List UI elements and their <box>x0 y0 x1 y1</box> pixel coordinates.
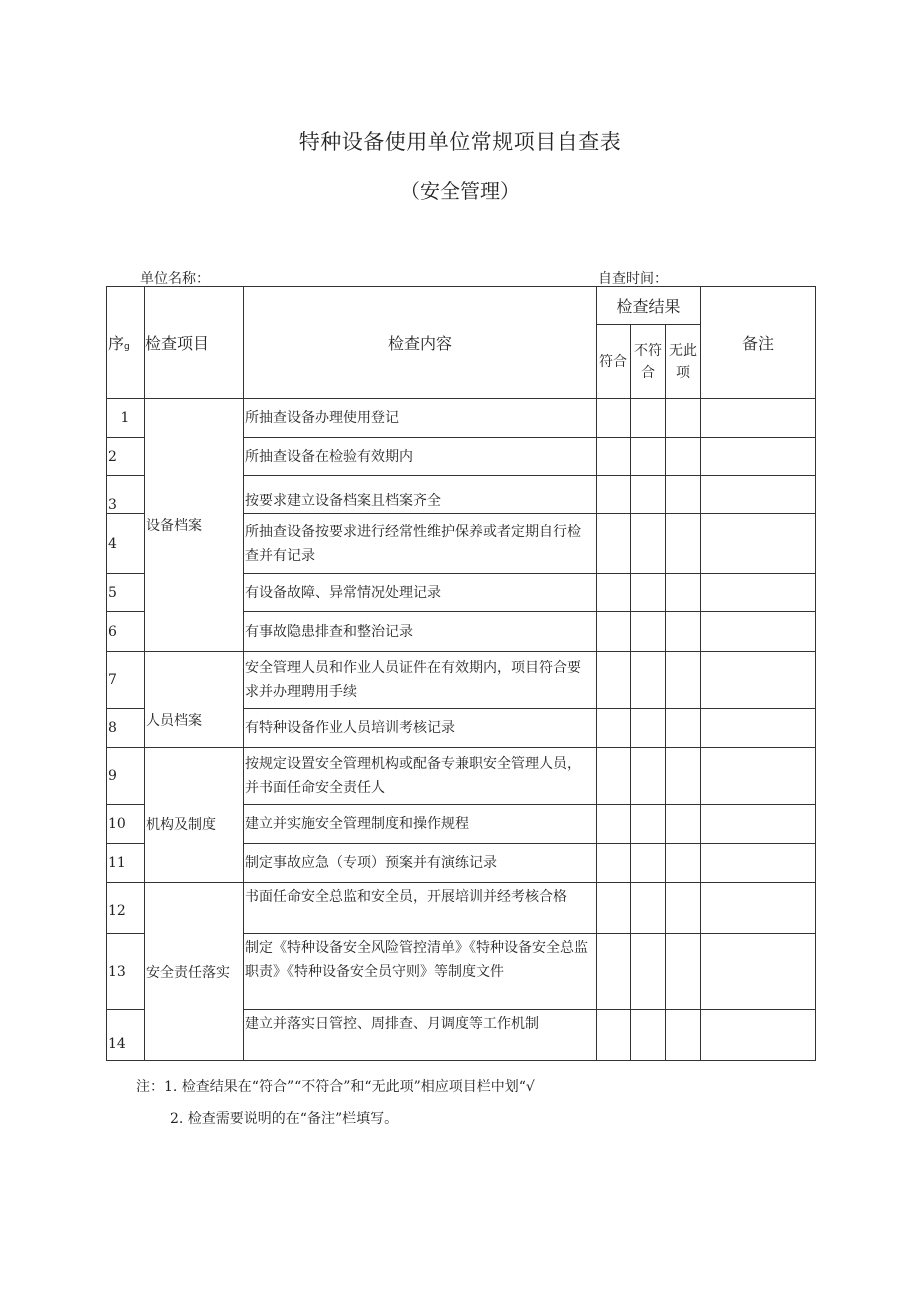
row-content: 制定事故应急（专项）预案并有演练记录 <box>244 844 597 883</box>
nonconform-cell[interactable] <box>631 612 666 652</box>
nonconform-cell[interactable] <box>631 652 666 709</box>
na-cell[interactable] <box>666 574 701 612</box>
conform-cell[interactable] <box>597 574 631 612</box>
conform-cell[interactable] <box>597 514 631 574</box>
na-cell[interactable] <box>666 934 701 1010</box>
remark-cell[interactable] <box>701 1010 816 1061</box>
remark-cell[interactable] <box>701 805 816 844</box>
na-cell[interactable] <box>666 476 701 514</box>
nonconform-cell[interactable] <box>631 883 666 934</box>
conform-cell[interactable] <box>597 399 631 438</box>
row-seq: 1 <box>107 399 145 438</box>
header-content: 检查内容 <box>244 287 597 399</box>
page-title: 特种设备使用单位常规项目自查表 <box>298 130 622 154</box>
check-date-label: 自查时间： <box>598 271 668 287</box>
row-content: 安全管理人员和作业人员证件在有效期内，项目符合要求并办理聘用手续 <box>244 652 597 709</box>
nonconform-cell[interactable] <box>631 748 666 805</box>
conform-cell[interactable] <box>597 748 631 805</box>
row-seq: 7 <box>107 652 145 709</box>
conform-cell[interactable] <box>597 476 631 514</box>
na-cell[interactable] <box>666 399 701 438</box>
row-seq: 2 <box>107 438 145 476</box>
header-seq-small: g <box>124 342 130 352</box>
header-conform: 符合 <box>597 325 631 399</box>
remark-cell[interactable] <box>701 476 816 514</box>
remark-cell[interactable] <box>701 709 816 748</box>
category-personnel-files: 人员档案 <box>145 652 244 748</box>
nonconform-cell[interactable] <box>631 476 666 514</box>
note-line-2: 2. 检查需要说明的在“备注”栏填写。 <box>170 1111 399 1127</box>
conform-cell[interactable] <box>597 438 631 476</box>
inspection-table <box>106 286 816 1061</box>
header-result: 检查结果 <box>597 287 701 325</box>
header-seq-text: 序 <box>108 334 125 353</box>
nonconform-cell[interactable] <box>631 709 666 748</box>
row-content: 所抽查设备在检验有效期内 <box>244 438 597 476</box>
row-content: 建立并实施安全管理制度和操作规程 <box>244 805 597 844</box>
category-equipment-files: 设备档案 <box>145 399 244 652</box>
na-cell[interactable] <box>666 514 701 574</box>
remark-cell[interactable] <box>701 399 816 438</box>
conform-cell[interactable] <box>597 1010 631 1061</box>
row-content: 有特种设备作业人员培训考核记录 <box>244 709 597 748</box>
row-seq: 11 <box>107 844 145 883</box>
unit-name-label: 单位名称： <box>140 271 210 287</box>
category-organization-system: 机构及制度 <box>145 748 244 883</box>
row-seq: 5 <box>107 574 145 612</box>
row-content: 有设备故障、异常情况处理记录 <box>244 574 597 612</box>
header-remark: 备注 <box>701 287 816 399</box>
conform-cell[interactable] <box>597 805 631 844</box>
remark-cell[interactable] <box>701 438 816 476</box>
nonconform-cell[interactable] <box>631 805 666 844</box>
row-content: 书面任命安全总监和安全员，开展培训并经考核合格 <box>244 883 597 934</box>
na-cell[interactable] <box>666 1010 701 1061</box>
nonconform-cell[interactable] <box>631 574 666 612</box>
row-content: 按规定设置安全管理机构或配备专兼职安全管理人员，并书面任命安全责任人 <box>244 748 597 805</box>
nonconform-cell[interactable] <box>631 934 666 1010</box>
nonconform-cell[interactable] <box>631 438 666 476</box>
conform-cell[interactable] <box>597 844 631 883</box>
remark-cell[interactable] <box>701 574 816 612</box>
remark-cell[interactable] <box>701 748 816 805</box>
conform-cell[interactable] <box>597 709 631 748</box>
row-seq: 9 <box>107 748 145 805</box>
row-content: 按要求建立设备档案且档案齐全 <box>244 476 597 514</box>
row-content: 建立并落实日管控、周排查、月调度等工作机制 <box>244 1010 597 1061</box>
remark-cell[interactable] <box>701 514 816 574</box>
row-content: 所抽查设备按要求进行经常性维护保养或者定期自行检查并有记录 <box>244 514 597 574</box>
row-seq: 14 <box>107 1010 145 1061</box>
page-subtitle: （安全管理） <box>400 179 520 203</box>
conform-cell[interactable] <box>597 883 631 934</box>
note-line-1: 注：1. 检查结果在“符合”“不符合”和“无此项”相应项目栏中划“√ <box>136 1079 535 1095</box>
header-na: 无此项 <box>666 325 701 399</box>
nonconform-cell[interactable] <box>631 514 666 574</box>
remark-cell[interactable] <box>701 612 816 652</box>
row-seq: 8 <box>107 709 145 748</box>
na-cell[interactable] <box>666 748 701 805</box>
nonconform-cell[interactable] <box>631 1010 666 1061</box>
conform-cell[interactable] <box>597 612 631 652</box>
row-seq: 4 <box>107 514 145 574</box>
header-seq <box>107 287 145 399</box>
na-cell[interactable] <box>666 709 701 748</box>
row-seq: 12 <box>107 883 145 934</box>
row-content: 所抽查设备办理使用登记 <box>244 399 597 438</box>
header-nonconform: 不符合 <box>631 325 666 399</box>
header-item: 检查项目 <box>145 287 244 399</box>
row-seq: 10 <box>107 805 145 844</box>
conform-cell[interactable] <box>597 652 631 709</box>
na-cell[interactable] <box>666 844 701 883</box>
remark-cell[interactable] <box>701 652 816 709</box>
row-seq: 13 <box>107 934 145 1010</box>
row-seq: 3 <box>107 476 145 514</box>
category-safety-responsibility: 安全责任落实 <box>145 883 244 1061</box>
nonconform-cell[interactable] <box>631 844 666 883</box>
remark-cell[interactable] <box>701 883 816 934</box>
na-cell[interactable] <box>666 652 701 709</box>
na-cell[interactable] <box>666 438 701 476</box>
na-cell[interactable] <box>666 805 701 844</box>
na-cell[interactable] <box>666 883 701 934</box>
conform-cell[interactable] <box>597 934 631 1010</box>
row-content: 有事故隐患排查和整治记录 <box>244 612 597 652</box>
remark-cell[interactable] <box>701 844 816 883</box>
row-seq: 6 <box>107 612 145 652</box>
row-content: 制定《特种设备安全风险管控清单》《特种设备安全总监职责》《特种设备安全员守则》等制度文件 <box>244 934 597 1010</box>
remark-cell[interactable] <box>701 934 816 1010</box>
nonconform-cell[interactable] <box>631 399 666 438</box>
na-cell[interactable] <box>666 612 701 652</box>
